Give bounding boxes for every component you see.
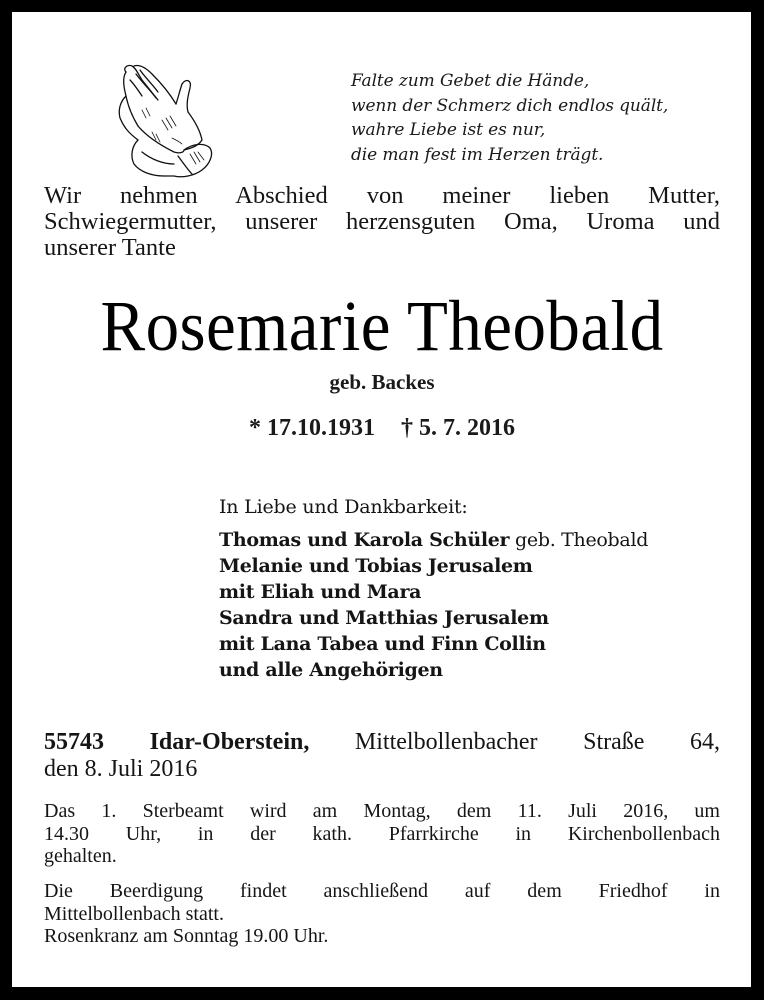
intro-line: Wir nehmen Abschied von meiner lieben Mutter, <box>44 182 720 209</box>
address-line <box>44 729 720 756</box>
poem <box>351 69 668 167</box>
mourner-row <box>219 579 729 605</box>
praying-hands-icon <box>112 60 218 186</box>
city: Idar-Oberstein, <box>149 729 310 755</box>
burial-line: Mittelbollenbach statt. <box>44 902 224 925</box>
mourners-list <box>219 494 729 683</box>
death-symbol: † <box>401 415 413 441</box>
mourner-name: mit Eliah und Mara <box>219 581 422 603</box>
mass-info <box>44 800 720 868</box>
poem-line: wahre Liebe ist es nur, <box>351 120 546 140</box>
mourner-name: Melanie und Tobias Jerusalem <box>219 555 533 577</box>
intro-line: unserer Tante <box>44 234 176 261</box>
death-date: 5. 7. 2016 <box>419 415 515 441</box>
poem-line: wenn der Schmerz dich endlos quält, <box>351 95 669 116</box>
burial-info <box>44 880 720 948</box>
mourner-note: geb. Theobald <box>509 529 649 551</box>
rosary-line: Rosenkranz am Sonntag 19.00 Uhr. <box>44 925 329 947</box>
mourner-row <box>219 527 729 553</box>
intro-paragraph <box>44 183 720 261</box>
birth-date: 17.10.1931 <box>267 415 375 441</box>
life-dates <box>44 413 720 443</box>
mourner-name: Thomas und Karola Schüler <box>219 529 510 551</box>
address-block <box>44 729 720 783</box>
birth-symbol: * <box>249 415 261 441</box>
mourner-row <box>219 605 729 631</box>
birth-name: geb. Backes <box>329 370 435 394</box>
poem-line: Falte zum Gebet die Hände, <box>351 71 590 91</box>
address-date: den 8. Juli 2016 <box>44 756 198 782</box>
mass-line: Das 1. Sterbeamt wird am Montag, dem 11. Juli 2016, um <box>44 800 720 822</box>
mourner-name: Sandra und Matthias Jerusalem <box>219 607 549 629</box>
burial-line: Die Beerdigung findet anschließend auf dem Friedhof in <box>44 880 720 902</box>
mourner-name: mit Lana Tabea und Finn Collin <box>219 633 546 655</box>
mourner-name: und alle Angehörigen <box>219 659 443 681</box>
mass-line: gehalten. <box>44 845 117 867</box>
mass-line: 14.30 Uhr, in der kath. Pfarrkirche in Kirchenbollenbach <box>44 822 720 845</box>
mourner-row <box>219 631 729 657</box>
deceased-name: Rosemarie Theobald <box>100 286 664 366</box>
street: Mittelbollenbacher Straße 64, <box>354 729 720 755</box>
mourner-row <box>219 553 729 579</box>
mourner-row <box>219 657 729 683</box>
mourners-heading: In Liebe und Dankbarkeit: <box>219 496 468 518</box>
postal-code: 55743 <box>44 729 104 755</box>
poem-line: die man fest im Herzen trägt. <box>351 144 604 165</box>
intro-line: Schwiegermutter, unserer herzensguten Oma, Uroma und <box>44 208 720 235</box>
